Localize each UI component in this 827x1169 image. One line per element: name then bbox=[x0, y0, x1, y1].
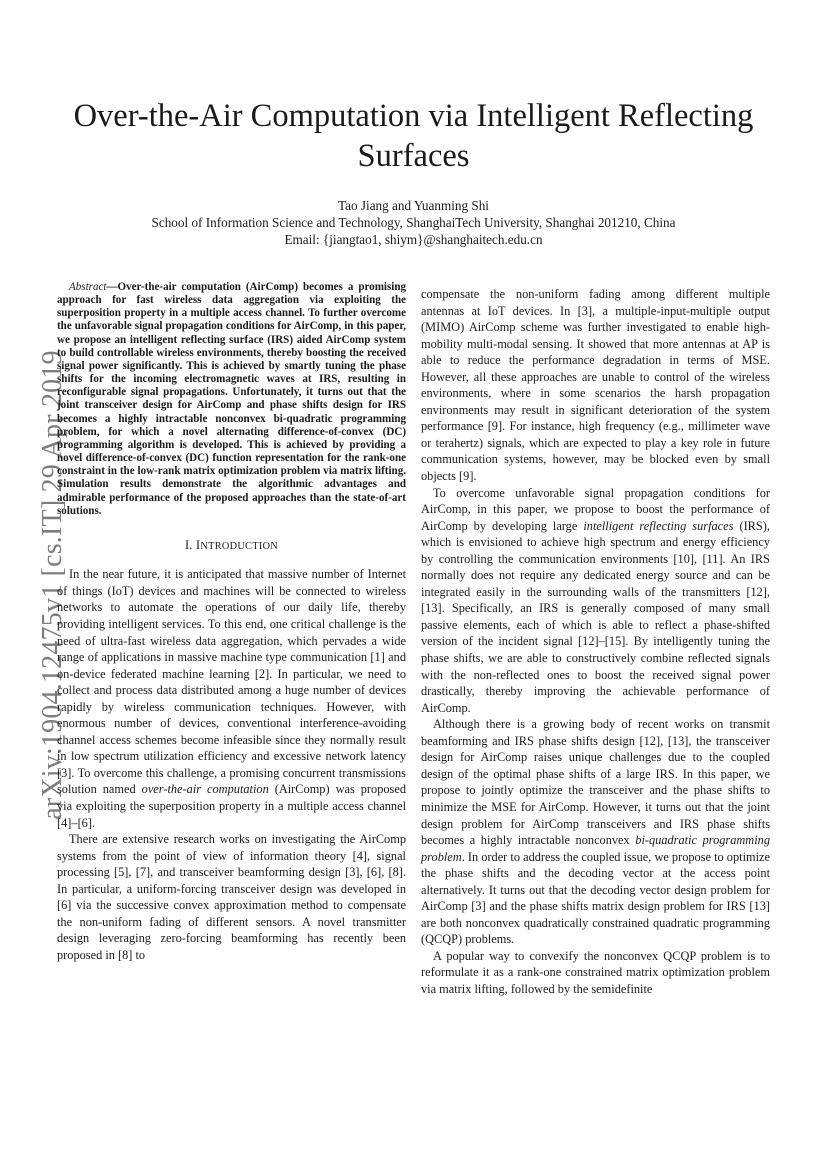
section-number: I. bbox=[184, 537, 193, 552]
affiliation: School of Information Science and Technology, ShanghaiTech University, Shanghai 201210, China bbox=[151, 215, 676, 230]
intro-p4-text-b: (IRS), which is envisioned to achieve high spectrum and energy efficiency by controlling the communication environments [10], [11]. An IRS normally does not require any dedicated energy source and can be integrated easily in the surrounding walls of the transmitters [12], [13]. Specifically, an IRS is generally composed of many small passive elements, each of which is able to reflect a phase-shifted version of the incident signal [12]–[15]. By intelligently tuning the phase shifts, we are able to constructively combine reflected signals with the non-reflected ones to boost the received signal power drastically, thereby improving the achievable performance of AirComp. bbox=[421, 518, 770, 715]
intro-p5-text-b: . In order to address the coupled issue, we propose to optimize the phase shifts and the decoding vector at the access point alternatively. It turns out that the decoding vector design problem for AirComp [3] and the phase shifts matrix design problem for IRS [13] are both nonconvex quadratically constrained quadratic programming (QCQP) problems. bbox=[421, 849, 770, 947]
intro-p4-emphasis: intelligent reflecting surfaces bbox=[583, 518, 734, 533]
intro-p5-emphasis: bi-quadratic programming problem bbox=[421, 833, 770, 864]
intro-p1-text-b: (AirComp) was proposed via exploiting the superposition property in a multiple access channel [4]–[6]. bbox=[57, 782, 406, 830]
intro-paragraph-2: There are extensive research works on investigating the AirComp systems from the point of view of information theory [4], signal processing [5], [7], and transceiver beamforming design [3], [6], [8]. In particular, a uniform-forcing transceiver design was developed in [6] via the successive convex approximation method to compensate the non-uniform fading of different sensors. A novel transmitter design leveraging zero-forcing beamforming has recently been proposed in [8] to bbox=[57, 832, 406, 962]
authors: Tao Jiang and Yuanming Shi bbox=[338, 198, 489, 213]
abstract-label: Abstract bbox=[69, 281, 107, 293]
abstract-dash: — bbox=[106, 281, 118, 293]
abstract-text: Over-the-air computation (AirComp) becomes a promising approach for fast wireless data aggregation via exploiting the superposition property in a multiple access channel. To further overcome the unfavorable signal propagation conditions for AirComp, in this paper, we propose an intelligent reflecting surface (IRS) aided AirComp system to build controllable wireless environments, thereby boosting the received signal power significantly. This is achieved by smartly tuning the phase shifts for the incoming electromagnetic waves at IRS, resulting in reconfigurable signal propagations. Unfortunately, it turns out that the joint transceiver design for AirComp and phase shifts design for IRS becomes a highly intractable nonconvex bi-quadratic programming problem, for which a novel alternating difference-of-convex (DC) programming algorithm is developed. This is achieved by providing a novel difference-of-convex (DC) function representation for the rank-one constraint in the low-rank matrix optimization problem via matrix lifting. Simulation results demonstrate the algorithmic advantages and admirable performance of the proposed approaches than the state-of-art solutions. bbox=[57, 281, 406, 517]
section-title-initial: I bbox=[196, 537, 201, 552]
left-column bbox=[57, 281, 406, 963]
intro-paragraph-3: compensate the non-uniform fading among different multiple antennas at IoT devices. In [3], a multiple-input-multiple output (MIMO) AirComp scheme was further investigated to enable high-mobility multi-modal sensing. It showed that more antennas at AP is able to reduce the performance degradation in terms of MSE. However, all these approaches are unable to control of the wireless environments, where in some scenarios the harsh propagation environments may result in significant deterioration of the system performance [9]. For instance, high frequency (e.g., millimeter wave or terahertz) signals, which are expected to play a key role in future communication systems, however, may be blocked even by small objects [9]. bbox=[421, 287, 770, 484]
section-heading-introduction bbox=[57, 537, 406, 556]
paper-title: Over-the-Air Computation via Intelligent Reflecting Surfaces bbox=[73, 98, 754, 174]
intro-paragraph-5 bbox=[421, 716, 770, 948]
intro-p4-text-a: To overcome unfavorable signal propagation conditions for AirComp, in this paper, we propose to boost the performance of AirComp by developing large bbox=[421, 485, 770, 533]
intro-paragraph-1 bbox=[57, 566, 406, 831]
intro-p1-text-a: In the near future, it is anticipated that massive number of Internet of things (IoT) devices and machines will be connected to wireless networks to automate the operations of our daily life, thereby providing intelligent services. To this end, one critical challenge is the need of ultra-fast wireless data aggregation, which pervades a wide range of applications in massive machine type communication [1] and on-device federated machine learning [2]. In particular, we need to collect and process data distributed among a huge number of devices rapidly by wireless communication techniques. However, with enormous number of devices, conventional interference-avoiding channel access schemes become infeasible since they normally result in low spectrum utilization efficiency and excessive network latency [3]. To overcome this challenge, a promising concurrent transmissions solution named bbox=[57, 567, 406, 797]
section-title-rest: NTRODUCTION bbox=[200, 540, 279, 552]
intro-p5-text-a: Although there is a growing body of recent works on transmit beamforming and IRS phase shifts design [12], [13], the transceiver design for AirComp raises unique challenges due to the coupled design of the optimal phase shifts of a large IRS. In this paper, we propose to jointly optimize the transceiver and the phase shifts to minimize the MSE for AirComp. However, it turns out that the joint design problem for AirComp transceivers and IRS phase shifts becomes a highly intractable nonconvex bbox=[421, 717, 770, 848]
arxiv-identifier: arXiv:1904.12475v1 [cs.IT] 29 Apr 2019 bbox=[37, 350, 68, 820]
intro-paragraph-4 bbox=[421, 485, 770, 717]
right-column bbox=[421, 286, 770, 998]
abstract bbox=[57, 281, 406, 518]
email: Email: {jiangtao1, shiym}@shanghaitech.edu.cn bbox=[284, 232, 543, 247]
intro-p1-emphasis: over-the-air computation bbox=[141, 782, 269, 797]
intro-paragraph-6: A popular way to convexify the nonconvex QCQP problem is to reformulate it as a rank-one constrained matrix optimization problem via matrix lifting, followed by the semidefinite bbox=[421, 948, 770, 996]
